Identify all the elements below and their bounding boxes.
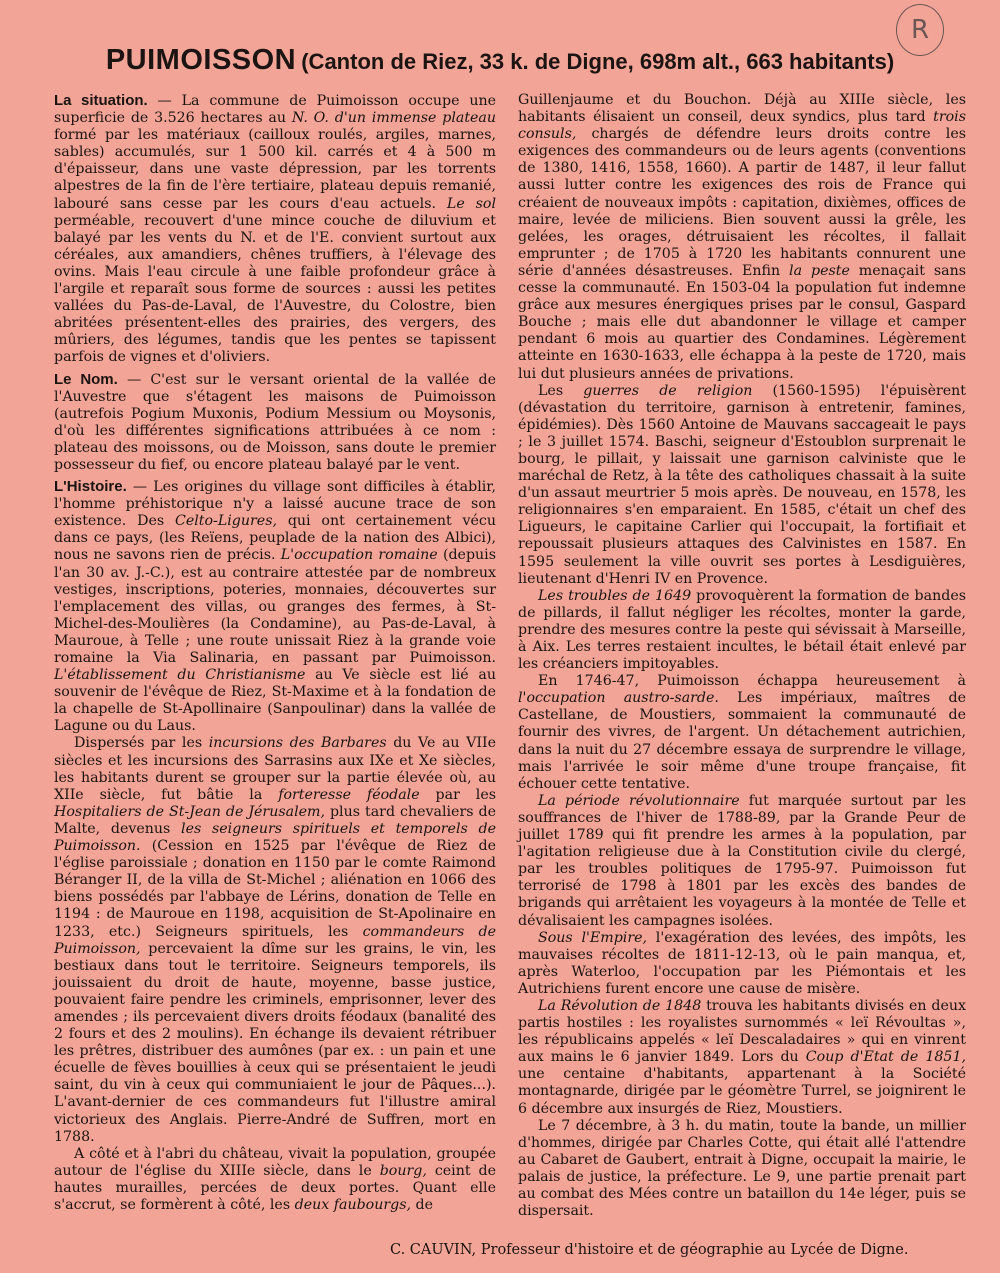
text: (Cession en 1525 par l'évêque de Riez de l'église paroissiale ; donation en 1150 par le comte Raimond Béranger II, de la villa de St-Michel ; aliénation en 1066 des biens possédés par l'abbaye de Lérins, donation de Telle en 1194 : de Mauroue en 1198, acquisition de St-Apolinaire en 1233, etc.) Seigneurs spirituels, les: [54, 838, 496, 940]
section-situation: [54, 92, 496, 367]
italic-text: L'établissement du Christianisme: [54, 667, 306, 684]
right-column: [518, 92, 966, 1220]
heading-nom: Le Nom.: [54, 370, 118, 388]
italic-text: La période révolutionnaire: [538, 792, 740, 809]
paragraph: [518, 92, 966, 383]
text: au Ve siècle est lié au souvenir de l'évêque de Riez, St-Maxime et à la fondation de la chapelle de St-Apollinaire (Sanpoulinar) dans la vallée de Lagune ou du Laus.: [54, 667, 496, 735]
paragraph: [54, 1146, 496, 1214]
text: Les impériaux, maîtres de Castellane, de Moustiers, sommaient la communauté de fournir des vivres, de l'argent. Un détachement autrichien, dans la nuit du 27 décembre essaya de surprendre le village, mais l'arrivée le soir même d'une troupe française, fit échouer cette tentative.: [518, 690, 966, 792]
text: plus tard chevaliers de Malte, devenus: [54, 803, 496, 837]
text: Guillenjaume et du Bouchon. Déjà au XIIIe siècle, les habitants élisaient un conseil, deux syndics, plus tard: [518, 92, 966, 126]
text: de: [411, 1197, 433, 1213]
paragraph: [518, 588, 966, 673]
page-header: [0, 44, 1000, 77]
text: — C'est sur le versant oriental de la vallée de l'Auvestre que s'étagent les maisons de Puimoisson (autrefois Pogium Muxonis, Podium Messium ou Moysonis, d'où les différentes significations attribuées à ce nom : plateau des moissons, ou de Moisson, sans doute le premier possesseur du fief, ou encore plateau balayé par le vent.: [54, 371, 496, 473]
italic-text: La Révolution de 1848: [538, 997, 702, 1014]
text: Dispersés par les: [74, 735, 209, 752]
page-title: PUIMOISSON: [105, 44, 297, 76]
author-name: C. CAUVIN,: [390, 1242, 477, 1258]
paragraph: [518, 930, 966, 998]
italic-text: N. O. d'un immense plateau: [291, 110, 497, 127]
text: par les: [419, 786, 496, 803]
text: percevaient la dîme sur les grains, le vin, les bestiaux dans tout le territoire. Seigneurs temporels, ils jouissaient du droit de haute, moyenne, basse justice, pouvaient faire pendre les criminels, emprisonner, lever des amendes ; ils percevaient divers droits féodaux (banalité des 2 fours et des 2 moulins). En échange ils devaient rétribuer les prêtres, distribuer des aumônes (par ex. : un pain et une écuelle de fèves bouillies à ceux qui se présentaient le jeudi saint, du vin à ceux qui communiaient le jour de Pâques...). L'avant-dernier de ces commandeurs fut l'illustre amiral victorieux des Anglais. Pierre-André de Suffren, mort en 1788.: [54, 940, 496, 1145]
heading-histoire: L'Histoire.: [54, 478, 127, 496]
text: chargés de défendre leurs droits contre les exigences des commandeurs ou de leurs agents (conventions de 1380, 1416, 1558, 1660). A partir de 1487, il leur fallut aussi lutter contre les exigences des rois de France qui créaient de nouveaux impôts : capitation, dixièmes, offices de maire, levée de miliciens. Bien souvent aussi la grêle, les gelées, les orages, détruisaient les récoltes, il fallait emprunter ; de 1705 à 1720 les habitants connurent une série d'années désastreuses. Enfin: [518, 126, 966, 279]
left-column: [54, 92, 496, 1214]
text: (depuis l'an 30 av. J.-C.), est au contraire attestée par de nombreux vestiges, inscriptions, poteries, monnaies, découvertes sur l'emplacement des villas, ou granges des fermes, à St-Michel-des-Moulières (la Condamine), au Pas-de-Laval, à Mauroue, à Telle ; une route unissait Riez à la grande voie romaine la Via Salinaria, en passant par Puimoisson.: [54, 547, 496, 666]
italic-text: Coup d'Etat de 1851,: [805, 1049, 966, 1066]
italic-text: les seigneurs spirituels et temporels de Puimoisson.: [54, 820, 496, 855]
text: formé par les matériaux (cailloux roulés, argiles, marnes, sables) accumulés, sur 1 500 kil. carrés et 4 à 500 m d'épaisseur, dans une vaste dépression, par les torrents alpestres de la fin de l'ère tertiaire, plateau depuis remanié, labouré sans cesse par les cours d'eau actuels.: [54, 127, 496, 212]
italic-text: l'occupation austro-sarde.: [518, 690, 719, 707]
text: ceint de hautes murailles, percées de deux portes. Quant elle s'accrut, se formèrent à côté, les: [54, 1162, 497, 1213]
text: menaçait sans cesse la communauté. En 1503-04 la population fut indemne grâce aux mesures énergiques prises par le consul, Gaspard Bouche ; mais elle dut abandonner le village et camper pendant 6 mois au quartier des Condamines. Légèrement atteinte en 1630-1633, elle échappa à la peste de 1720, mais lui dut plusieurs années de privations.: [518, 262, 966, 382]
italic-text: L'occupation romaine: [280, 547, 438, 564]
italic-text: deux faubourgs,: [294, 1197, 411, 1213]
text: (1560-1595) l'épuisèrent (dévastation du territoire, garnison à entretenir, famines, épidémies). Dès 1560 Antoine de Mauvans saccageait le pays ; le 3 juillet 1574. Baschi, seigneur d'Estoublon surprenait le bourg, le pillait, y laissait une garnison calviniste que le maréchal de Retz, à la tête des catholiques chassait à la suite d'un assaut meurtrier 5 mois après. De nouveau, en 1578, les religionnaires s'en emparaient. En 1585, c'était un chef des Ligueurs, le capitaine Carlier qui l'occupait, la fortifiait et repoussait plusieurs attaques des Calvinistes en 1587. En 1595 seulement la ville ouvrit ses portes à Lesdiguières, lieutenant d'Henri IV en Provence.: [518, 382, 967, 587]
text: qui ont certainement vécu dans ce pays, (les Reïens, peuplade de la nation des Albici), nous ne savons rien de précis.: [54, 513, 496, 564]
text: Le 7 décembre, à 3 h. du matin, toute la bande, un millier d'hommes, dirigée par Charles Cotte, qui était allé l'attendre au Cabaret de Gaubert, entrait à Digne, occupait la mairie, le palais de justice, la préfecture. Le 9, une partie prenait part au combat des Mées contre un bataillon du 14e léger, puis se dispersait.: [518, 1117, 966, 1220]
italic-text: forteresse féodale: [278, 786, 420, 803]
italic-text: Les troubles de 1649: [538, 587, 692, 604]
text: A côté et à l'abri du château, vivait la population, groupée autour de l'église du XIIIe siècle, dans le: [54, 1145, 496, 1179]
italic-text: trois consuls,: [518, 109, 966, 143]
italic-text: Hospitaliers de St-Jean de Jérusalem,: [54, 803, 325, 820]
page-subtitle: (Canton de Riez, 33 k. de Digne, 698m alt., 663 habitants): [301, 49, 895, 74]
text: trouva les habitants divisés en deux partis hostiles : les royalistes surnommés « leï Révoultas », les républicains appelés « leï Descaladaires » qui en vinrent aux mains le 6 janvier 1849. Lors du: [518, 997, 966, 1066]
text: provoquèrent la formation de bandes de pillards, il fallut négliger les récoltes, monter la garde, prendre des mesures contre la peste qui sévissait à Marseille, à Aix. Les terres restaient incultes, le bétail était enlevé par les créanciers impitoyables.: [518, 587, 966, 673]
text: du Ve au VIIe siècles et les incursions des Sarrasins aux IXe et Xe siècles, les habitants durent se grouper sur la partie élevée où, au XIIe siècle, fut bâtie la: [54, 735, 496, 803]
text: une centaine d'habitants, appartenant à la Société montagnarde, dirigée par le géomètre Turrel, se joignirent le 6 décembre aux insurgés de Riez, Moustiers.: [518, 1066, 966, 1117]
paragraph: [518, 793, 966, 930]
author-role: Professeur d'histoire et de géographie au Lycée de Digne.: [476, 1242, 909, 1258]
italic-text: la peste: [789, 262, 850, 279]
italic-text: Celto-Ligures,: [175, 513, 277, 530]
italic-text: incursions des Barbares: [208, 735, 387, 752]
italic-text: commandeurs de Puimoisson,: [54, 923, 497, 957]
italic-text: Sous l'Empire,: [538, 929, 648, 946]
author-signature: [390, 1242, 950, 1258]
text: En 1746-47, Puimoisson échappa heureusement à: [538, 673, 966, 690]
text: — La commune de Puimoisson occupe une superficie de 3.526 hectares au: [54, 93, 496, 127]
text: Les: [538, 382, 584, 399]
text: perméable, recouvert d'une mince couche de diluvium et balayé par les vents du N. et de l'E. convient surtout aux céréales, aux amandiers, chênes truffiers, à l'élevage des ovins. Mais l'eau circule à une faible profondeur grâce à l'argile et reparaît sous forme de sources : aussi les petites vallées du Pas-de-Laval, de l'Auvestre, du Colostre, bien abritées présentent-elles des prairies, des vergers, des mûriers, des légumes, tandis que les pentes se tapissent parfois de vignes et d'oliviers.: [54, 212, 496, 366]
paragraph: [518, 1118, 966, 1221]
paragraph: [518, 673, 966, 793]
heading-situation: La situation.: [54, 92, 148, 109]
handwritten-r-mark: R: [896, 4, 944, 56]
paragraph: [518, 998, 966, 1118]
text: fut marquée surtout par les souffrances de l'hiver de 1788-89, par la Grande Peur de juillet 1789 qui fit prendre les armes à la population, par l'agitation religieuse due à la Constitution civile du clergé, par les troubles politiques de 1795-97. Puimoisson fut terrorisé de 1798 à 1801 par les excès des bandes de brigands qui arrêtaient les voyageurs à la montée de Telle et dévalisaient les campagnes isolées.: [518, 792, 966, 929]
text: — Les origines du village sont difficiles à établir, l'homme préhistorique n'y a laissé aucune trace de son existence. Des: [54, 479, 496, 530]
italic-text: bourg,: [379, 1162, 427, 1179]
italic-text: guerres de religion: [583, 382, 753, 399]
italic-text: Le sol: [446, 195, 497, 212]
paragraph: [54, 735, 496, 1145]
text: l'exagération des levées, des impôts, les mauvaises récoltes de 1811-12-13, où le pain manqua, et, après Waterloo, l'occupation par les Piémontais et les Autrichiens furent encore une cause de misère.: [518, 929, 966, 997]
section-nom: [54, 371, 496, 475]
section-histoire: [54, 478, 496, 735]
paragraph: [518, 383, 966, 588]
